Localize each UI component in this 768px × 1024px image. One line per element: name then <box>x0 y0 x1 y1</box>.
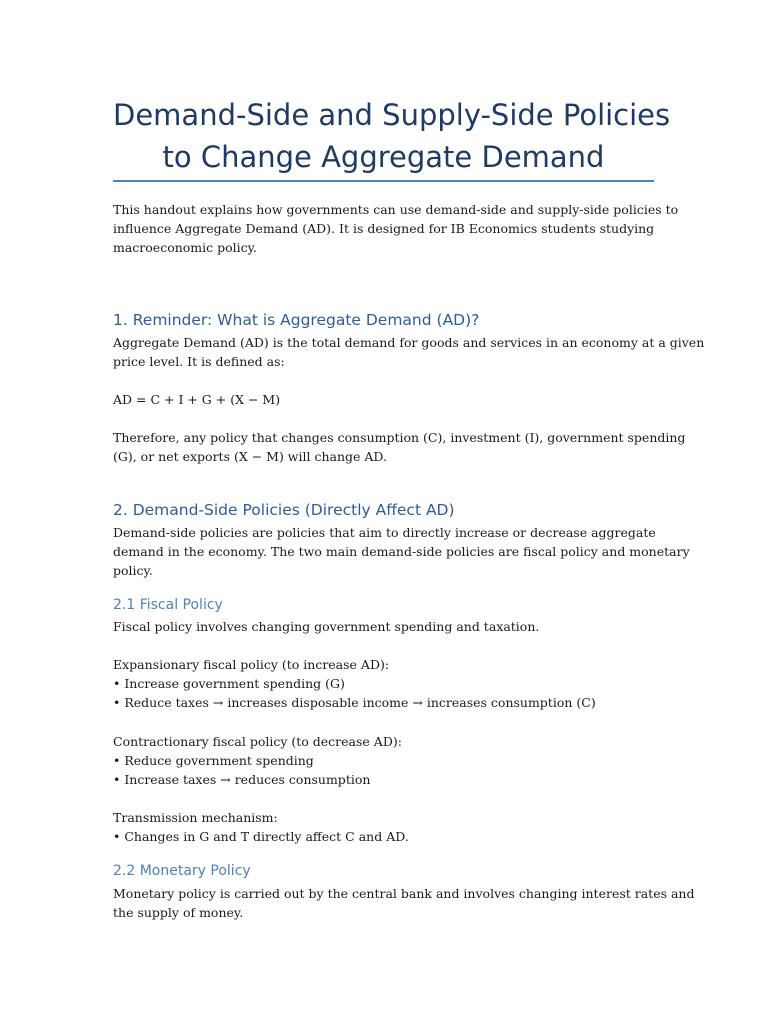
intro-paragraph <box>113 200 679 257</box>
list-item: • Changes in G and T directly affect C and AD. <box>113 829 409 844</box>
section-2-1-heading: 2.1 Fiscal Policy <box>113 597 223 613</box>
s1-p2-line-2: (G), or net exports (X − M) will change AD. <box>113 449 387 464</box>
list-item: • Reduce government spending <box>113 753 314 768</box>
s2-line-3: policy. <box>113 563 153 578</box>
section-2-paragraph <box>113 523 690 580</box>
list-item: • Increase taxes → reduces consumption <box>113 772 371 787</box>
s1-p1-line-2: price level. It is defined as: <box>113 354 285 369</box>
title-line-1: Demand-Side and Supply-Side Policies <box>113 98 671 132</box>
expansionary-fiscal-block <box>113 655 663 712</box>
expansionary-label: Expansionary fiscal policy (to increase AD): <box>113 657 390 672</box>
contractionary-label: Contractionary fiscal policy (to decrease AD): <box>113 734 402 749</box>
title-line-2: to Change Aggregate Demand <box>162 140 605 174</box>
s2-line-1: Demand-side policies are policies that aim to directly increase or decrease aggregate <box>113 525 656 540</box>
s1-p1-line-1: Aggregate Demand (AD) is the total demand for goods and services in an economy at a given <box>113 335 705 350</box>
s22-line-2: the supply of money. <box>113 905 244 920</box>
s2-line-2: demand in the economy. The two main demand-side policies are fiscal policy and monetary <box>113 544 690 559</box>
s1-p2-line-1: Therefore, any policy that changes consumption (C), investment (I), government spending <box>113 430 686 445</box>
intro-line-1: This handout explains how governments can use demand-side and supply-side policies to <box>113 202 679 217</box>
section-1-paragraph-2 <box>113 428 686 466</box>
list-item: • Reduce taxes → increases disposable income → increases consumption (C) <box>113 695 596 710</box>
section-2-heading: 2. Demand-Side Policies (Directly Affect AD) <box>113 501 455 519</box>
ad-formula: AD = C + I + G + (X − M) <box>113 392 281 407</box>
fiscal-policy-intro: Fiscal policy involves changing government spending and taxation. <box>113 619 540 634</box>
intro-line-3: macroeconomic policy. <box>113 240 258 255</box>
section-2-2-heading: 2.2 Monetary Policy <box>113 863 251 879</box>
contractionary-fiscal-block <box>113 732 663 789</box>
monetary-policy-paragraph <box>113 884 695 922</box>
intro-line-2: influence Aggregate Demand (AD). It is designed for IB Economics students studying <box>113 221 655 236</box>
list-item: • Increase government spending (G) <box>113 676 345 691</box>
section-1-paragraph-1 <box>113 333 705 371</box>
s22-line-1: Monetary policy is carried out by the central bank and involves changing interest rates and <box>113 886 695 901</box>
transmission-label: Transmission mechanism: <box>113 810 278 825</box>
transmission-block <box>113 808 663 846</box>
title-divider <box>113 180 654 182</box>
section-1-heading: 1. Reminder: What is Aggregate Demand (AD)? <box>113 311 480 329</box>
page-title <box>113 94 671 178</box>
